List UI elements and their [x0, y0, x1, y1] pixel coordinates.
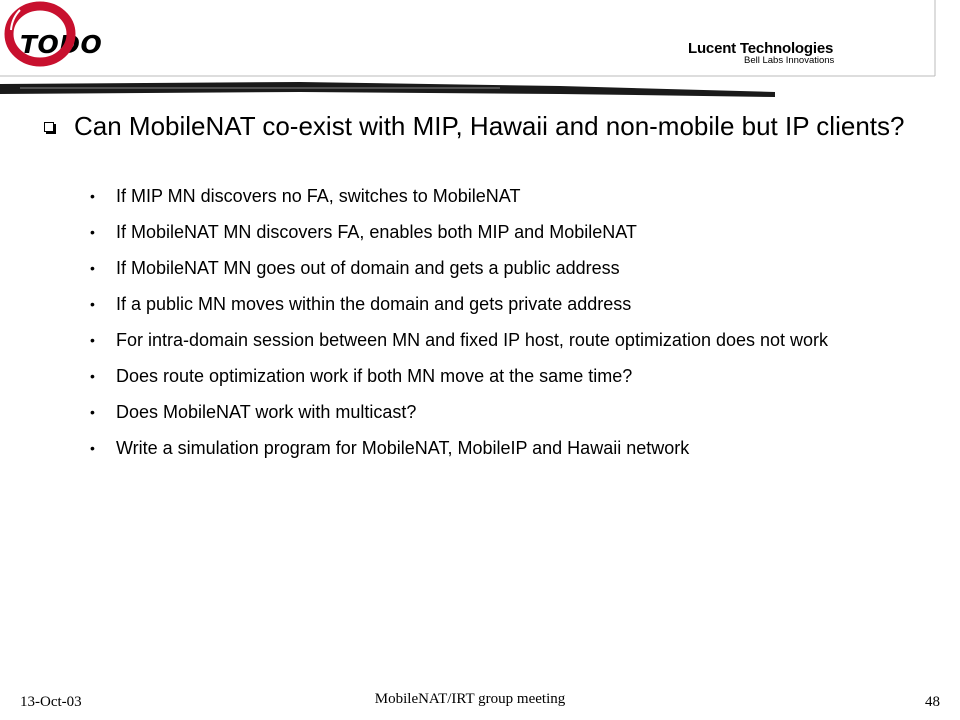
sub-bullet-text: Does MobileNAT work with multicast? [116, 402, 417, 422]
list-item [90, 184, 910, 208]
bullet-dot-icon: • [90, 332, 95, 348]
bullet-dot-icon: • [90, 368, 95, 384]
footer-presentation-title: MobileNAT/IRT group meeting [374, 691, 566, 707]
sub-bullet-text: If a public MN moves within the domain and gets private address [116, 294, 632, 314]
bullet-dot-icon: • [90, 224, 95, 240]
bullet-dot-icon: • [90, 440, 95, 456]
sub-bullet-text: Does route optimization work if both MN move at the same time? [116, 366, 633, 386]
list-item [90, 400, 910, 424]
footer-date: 13-Oct-03 [20, 694, 82, 710]
list-item [90, 328, 910, 352]
list-item [90, 256, 910, 280]
bullet-dot-icon: • [90, 188, 95, 204]
sub-bullet-list [90, 184, 910, 472]
list-item [90, 436, 910, 460]
sub-bullet-text: If MobileNAT MN discovers FA, enables both MIP and MobileNAT [116, 222, 637, 242]
sub-bullet-text: If MobileNAT MN goes out of domain and gets a public address [116, 258, 620, 278]
lucent-ring-logo-icon [0, 0, 80, 68]
bullet-dot-icon: • [90, 260, 95, 276]
list-item [90, 292, 910, 316]
footer-page-number: 48 [925, 694, 940, 710]
sub-bullet-text: Write a simulation program for MobileNAT, MobileIP and Hawaii network [116, 438, 690, 458]
logo-tagline: Bell Labs Innovations [744, 55, 835, 66]
sub-bullet-text: If MIP MN discovers no FA, switches to MobileNAT [116, 186, 521, 206]
bullet-dot-icon: • [90, 404, 95, 420]
main-bullet-text: Can MobileNAT co-exist with MIP, Hawaii and non-mobile but IP clients? [74, 111, 905, 141]
logo-ring-stroke [9, 6, 71, 62]
header-band [0, 0, 936, 76]
brush-stroke-underline [0, 82, 775, 97]
bullet-dot-icon: • [90, 296, 95, 312]
sub-bullet-text: For intra-domain session between MN and fixed IP host, route optimization does not work [116, 330, 829, 350]
company-logo-text [688, 40, 834, 66]
slide-title: TODO [20, 30, 103, 59]
list-item [90, 220, 910, 244]
square-bullet-icon [44, 122, 54, 132]
list-item [90, 364, 910, 388]
logo-company-name: Lucent Technologies [688, 40, 834, 57]
